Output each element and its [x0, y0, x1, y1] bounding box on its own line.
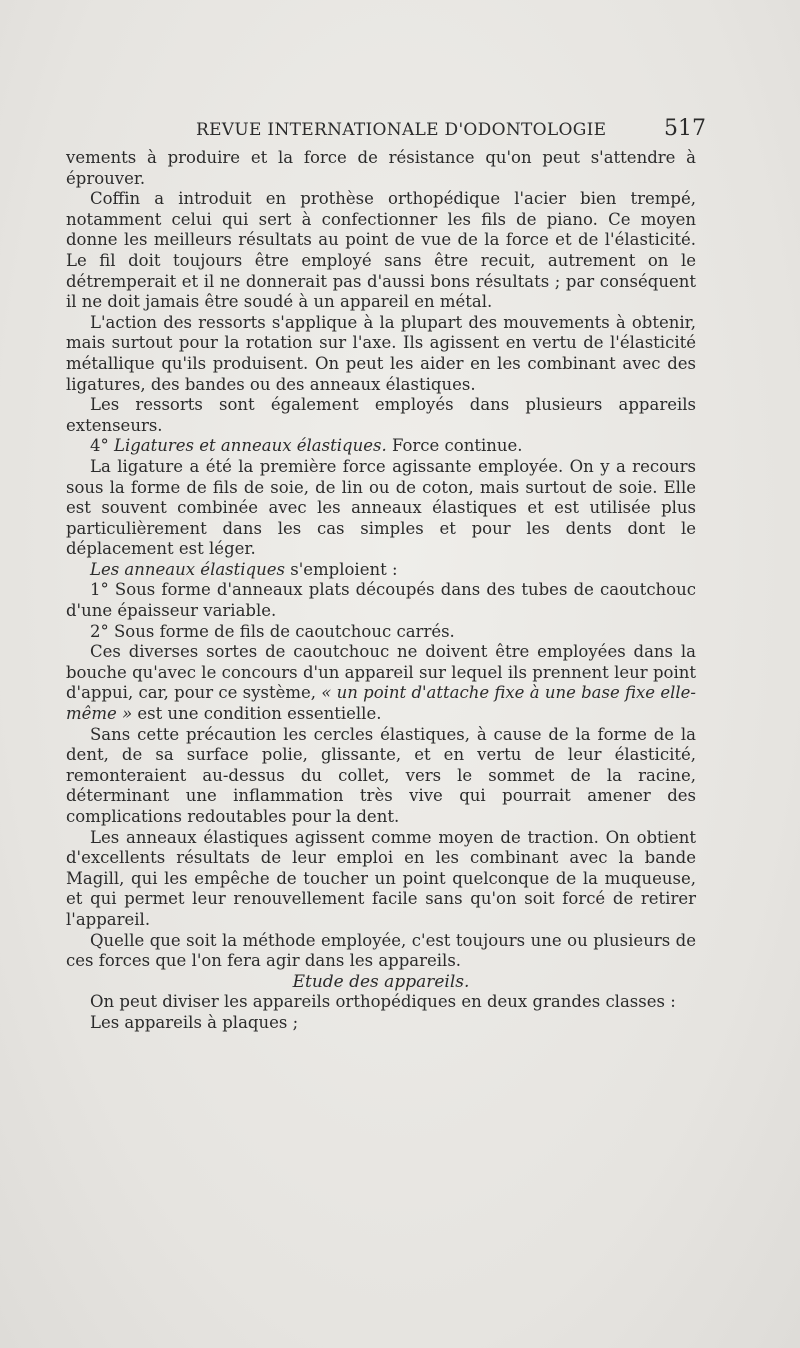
- phrase-rest: s'emploient :: [290, 559, 398, 579]
- paragraph: On peut diviser les appareils orthopédiques en deux grandes classes :: [90, 992, 676, 1012]
- section-title: Etude des appareils.: [292, 971, 470, 992]
- page-body: [66, 148, 696, 1034]
- page-header: [66, 116, 712, 144]
- heading-rest: Force continue.: [391, 436, 523, 456]
- list-item: 2° Sous forme de fils de caoutchouc carrés.: [90, 621, 455, 641]
- list-number: 4°: [90, 436, 109, 456]
- text-start: Ces diverses sortes de caoutchouc ne doivent être employées dans la bouche qu'avec le concours d'un appareil sur lequel ils prennent leur point d'appui, car, pour ce système,: [66, 642, 696, 703]
- paragraph-heading-ligatures: [66, 436, 696, 457]
- paragraph: Sans cette précaution les cercles élastiques, à cause de la forme de la dent, de sa surface polie, glissante, et en vertu de leur élasticité, remonteraient au-dessus du collet, vers le sommet de la racine, déterminant une inflammation très vive qui pourrait amener des complications redoutables pour la dent.: [66, 724, 696, 826]
- paragraph: Les anneaux élastiques agissent comme moyen de traction. On obtient d'excellents résultats de leur emploi en les combinant avec la bande Magill, qui les empêche de toucher un point quelconque de la muqueuse, et qui permet leur renouvellement facile sans qu'on soit forcé de retirer l'appareil.: [66, 827, 696, 929]
- italic-phrase: Les anneaux élastiques: [90, 559, 285, 579]
- paragraph-anneaux: [66, 560, 696, 581]
- paragraph-with-quote: [66, 642, 696, 724]
- paragraph: Quelle que soit la méthode employée, c'est toujours une ou plusieurs de ces forces que l'on fera agir dans les appareils.: [66, 930, 696, 971]
- paragraph: vements à produire et la force de résistance qu'on peut s'attendre à éprouver.: [66, 148, 696, 188]
- paragraph: Les ressorts sont également employés dans plusieurs appareils extenseurs.: [66, 395, 696, 435]
- italic-quote: « un point d'attache fixe à une base fixe elle-même »: [66, 683, 696, 724]
- paragraph: La ligature a été la première force agissante employée. On y a recours sous la forme de fils de soie, de lin ou de coton, mais surtout de soie. Elle est souvent combinée avec les anneaux élastiques et est utilisée plus particulièrement dans les cas simples et pour les dents dont le déplacement est léger.: [66, 456, 696, 559]
- paragraph: L'action des ressorts s'applique à la plupart des mouvements à obtenir, mais surtout pour la rotation sur l'axe. Ils agissent en vertu de l'élasticité métallique qu'ils produisent. On peut les aider en les combinant avec des ligatures, des bandes ou des anneaux élastiques.: [66, 312, 696, 394]
- page-number: 517: [664, 116, 706, 141]
- paragraph: Coffin a introduit en prothèse orthopédique l'acier bien trempé, notamment celui qui sert à confectionner les fils de piano. Ce moyen donne les meilleurs résultats au point de vue de la force et de l'élasticité. Le fil doit toujours être employé sans être recuit, autrement on le détremperait et il ne donnerait pas d'aussi bons résultats ; par conséquent il ne doit jamais être soudé à un appareil en métal.: [66, 189, 696, 312]
- running-title: REVUE INTERNATIONALE D'ODONTOLOGIE: [196, 120, 607, 140]
- italic-heading: Ligatures et anneaux élastiques.: [114, 436, 387, 456]
- text-end: est une condition essentielle.: [137, 704, 382, 724]
- paragraph: Les appareils à plaques ;: [90, 1012, 299, 1032]
- list-item: 1° Sous forme d'anneaux plats découpés dans des tubes de caoutchouc d'une épaisseur variable.: [66, 580, 696, 621]
